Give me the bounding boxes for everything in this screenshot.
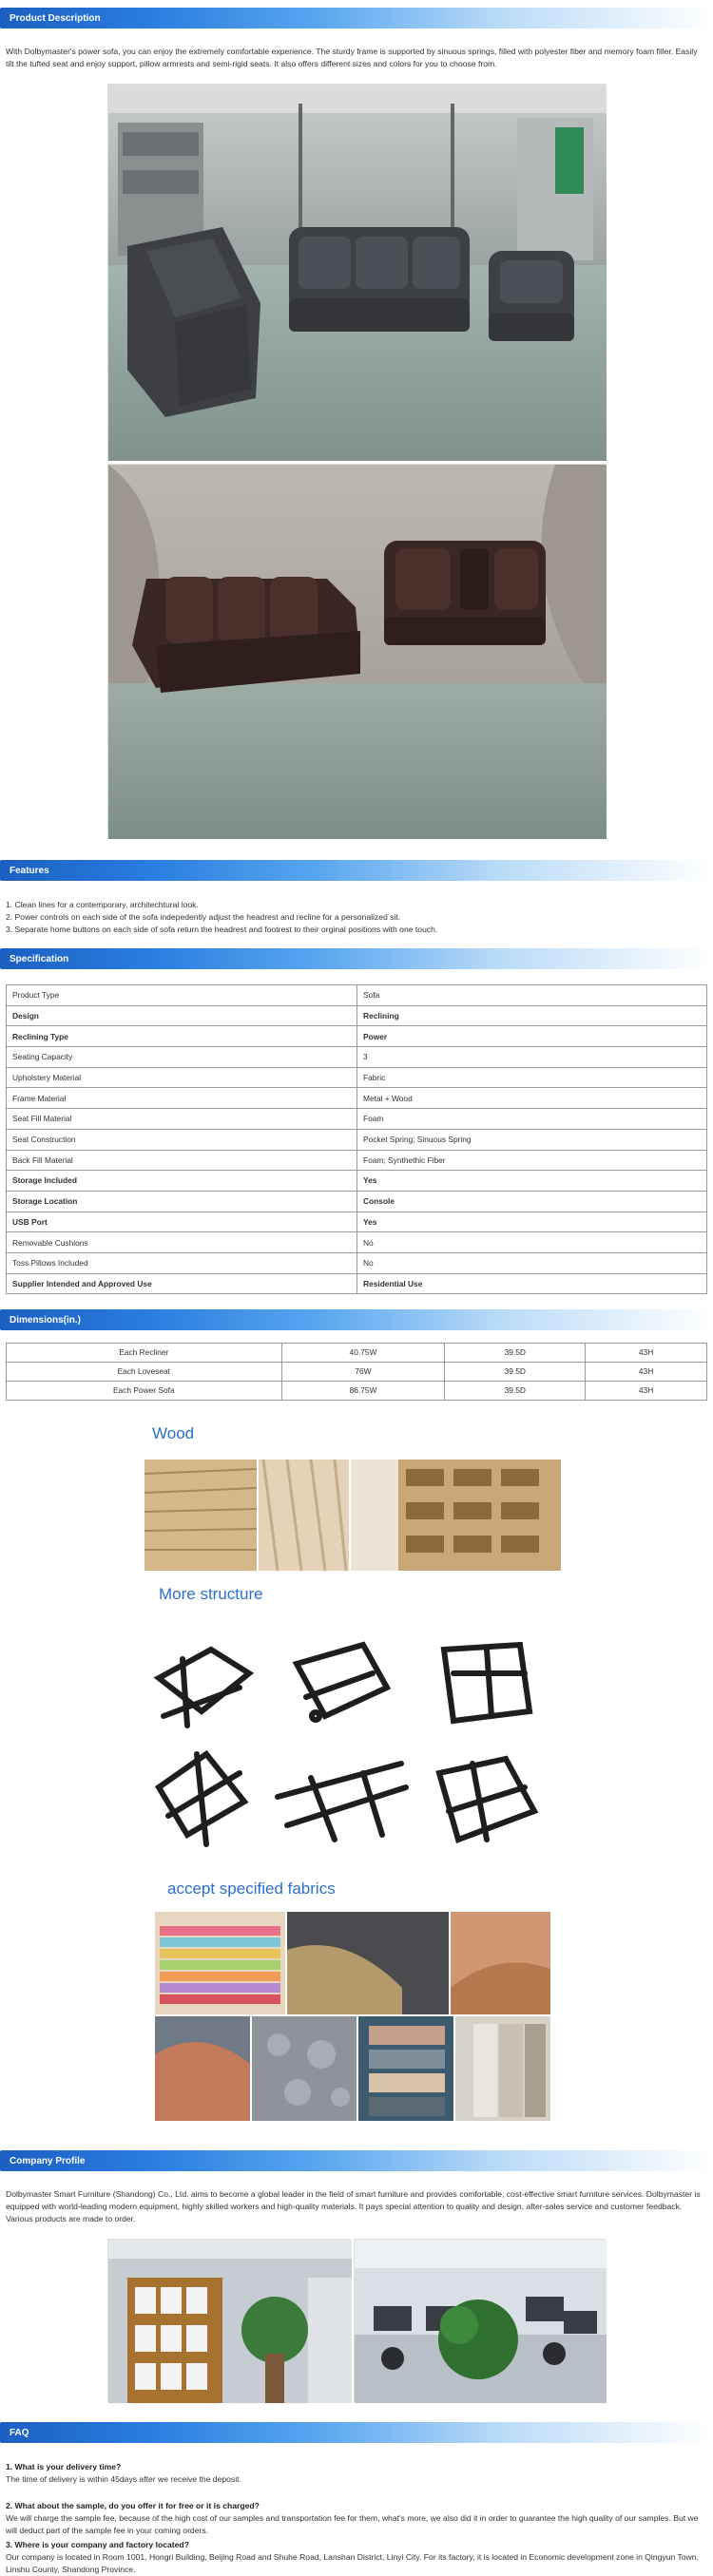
spec-label: Supplier Intended and Approved Use bbox=[7, 1273, 357, 1294]
wood-photo bbox=[145, 1460, 561, 1571]
dim-depth: 39.5D bbox=[445, 1344, 586, 1363]
dimension-row bbox=[7, 1344, 707, 1363]
faq-answer: The time of delivery is within 45days after we receive the deposit. bbox=[6, 2473, 241, 2484]
spec-label: Design bbox=[7, 1005, 357, 1026]
dim-height: 43H bbox=[586, 1344, 707, 1363]
workspace-photo bbox=[354, 2239, 606, 2402]
spec-row bbox=[7, 1129, 707, 1150]
faq-question: 2. What about the sample, do you offer it for free or it is charged? bbox=[6, 2501, 260, 2510]
spec-label: USB Port bbox=[7, 1212, 357, 1232]
feature-item: 2. Power controls on each side of the sofa indepedently adjust the headrest and recline for a personalized sit. bbox=[6, 911, 401, 922]
faq-header bbox=[0, 2420, 713, 2445]
section-title: Dimensions(in.) bbox=[10, 1315, 82, 1326]
specification-table bbox=[6, 984, 707, 1294]
spec-value: Yes bbox=[357, 1212, 707, 1232]
company-profile-text: Dolbymaster Smart Furniture (Shandong) Co., Ltd. aims to become a global leader in the field of smart furniture and provides comfortable, cost-effective smart furniture services. Dolbymaster is equipped with world-leading modern equipment, highly skilled workers and high-quality materials. It pays special attention to quality and design, after-sales service and customer feedback. Various products are made to order. bbox=[6, 2189, 701, 2223]
spec-label: Reclining Type bbox=[7, 1026, 357, 1047]
section-title: Product Description bbox=[10, 13, 101, 24]
sofa-set-photo-2 bbox=[107, 464, 606, 838]
spec-label: Storage Included bbox=[7, 1171, 357, 1192]
spec-row bbox=[7, 1047, 707, 1068]
spec-label: Seating Capacity bbox=[7, 1047, 357, 1068]
dim-width: 76W bbox=[281, 1363, 445, 1382]
spec-value: 3 bbox=[357, 1047, 707, 1068]
dim-width: 86.75W bbox=[281, 1382, 445, 1401]
dimensions-header bbox=[0, 1307, 713, 1332]
spec-label: Frame Material bbox=[7, 1088, 357, 1109]
spec-value: Residential Use bbox=[357, 1273, 707, 1294]
spec-value: Foam bbox=[357, 1109, 707, 1130]
fabrics-photo bbox=[155, 1912, 550, 2121]
spec-row bbox=[7, 1026, 707, 1047]
spec-value: Metal + Wood bbox=[357, 1088, 707, 1109]
spec-row bbox=[7, 985, 707, 1006]
faq-answer: Our company is located in Room 1001, Hongri Building, Beijing Road and Shuhe Road, Lanshan District, Linyi City. For its factory, it is located in Economic development zone in Qingyun Town, Linshu County, Shandong Province. bbox=[6, 2551, 699, 2574]
faq-answer: We will charge the sample fee, because of the high cost of our samples and transportation fee for them, what's more, we also did it in order to guarantee the high quality of our samples. But we will deduct part of the sample fee in your coming orders. bbox=[6, 2512, 699, 2535]
spec-value: No bbox=[357, 1252, 707, 1273]
spec-label: Toss Pillows Included bbox=[7, 1252, 357, 1273]
spec-row bbox=[7, 1171, 707, 1192]
dimension-row bbox=[7, 1382, 707, 1401]
wood-title: Wood bbox=[152, 1424, 195, 1442]
faq-item bbox=[6, 2461, 707, 2486]
dim-item-name: Each Recliner bbox=[7, 1344, 282, 1363]
spec-row bbox=[7, 1191, 707, 1212]
dim-depth: 39.5D bbox=[445, 1363, 586, 1382]
spec-label: Seat Fill Material bbox=[7, 1109, 357, 1130]
mechanism-photo bbox=[145, 1621, 553, 1866]
spec-value: Pocket Spring; Sinuous Spring bbox=[357, 1129, 707, 1150]
specification-header bbox=[0, 946, 713, 971]
section-title: Specification bbox=[10, 954, 69, 964]
faq-question: 3. Where is your company and factory located? bbox=[6, 2540, 189, 2549]
spec-row bbox=[7, 1067, 707, 1088]
sofa-set-photo-1 bbox=[107, 84, 606, 460]
faq-question: 1. What is your delivery time? bbox=[6, 2462, 122, 2471]
spec-row bbox=[7, 1088, 707, 1109]
faq-item bbox=[6, 2500, 707, 2537]
spec-value: Console bbox=[357, 1191, 707, 1212]
spec-label: Product Type bbox=[7, 985, 357, 1006]
section-title: Features bbox=[10, 866, 49, 876]
dim-height: 43H bbox=[586, 1382, 707, 1401]
spec-value: No bbox=[357, 1232, 707, 1253]
spec-row bbox=[7, 1273, 707, 1294]
spec-value: Yes bbox=[357, 1171, 707, 1192]
features-list bbox=[6, 899, 707, 936]
spec-label: Back Fill Material bbox=[7, 1150, 357, 1171]
spec-row bbox=[7, 1232, 707, 1253]
spec-value: Fabric bbox=[357, 1067, 707, 1088]
spec-value: Power bbox=[357, 1026, 707, 1047]
dim-item-name: Each Loveseat bbox=[7, 1363, 282, 1382]
spec-row bbox=[7, 1212, 707, 1232]
spec-row bbox=[7, 1109, 707, 1130]
section-title: Company Profile bbox=[10, 2156, 86, 2166]
section-title: FAQ bbox=[10, 2428, 29, 2438]
spec-row bbox=[7, 1252, 707, 1273]
dim-width: 40.75W bbox=[281, 1344, 445, 1363]
dimension-row bbox=[7, 1363, 707, 1382]
spec-label: Storage Location bbox=[7, 1191, 357, 1212]
product-description-text: With Dolbymaster's power sofa, you can enjoy the extremely comfortable experience. The sturdy frame is supported by sinuous springs, filled with polyester fiber and memory foam filler. Easily tilt the tufted seat and enjoy support, pillow armrests and semi-rigid seats. It also offers different sizes and colors for you to choose from. bbox=[6, 47, 698, 68]
spec-label: Removable Cushions bbox=[7, 1232, 357, 1253]
dimensions-table bbox=[6, 1343, 707, 1401]
dim-item-name: Each Power Sofa bbox=[7, 1382, 282, 1401]
feature-item: 1. Clean lines for a contemporary, architechtural look. bbox=[6, 900, 199, 909]
features-header bbox=[0, 858, 713, 883]
office-photo bbox=[107, 2239, 351, 2402]
spec-label: Upholstery Material bbox=[7, 1067, 357, 1088]
fabrics-title: accept specified fabrics bbox=[167, 1880, 336, 1898]
company-profile-header bbox=[0, 2148, 713, 2173]
dim-height: 43H bbox=[586, 1363, 707, 1382]
feature-item: 3. Separate home buttons on each side of sofa return the headrest and footrest to their orginal positions with one touch. bbox=[6, 924, 438, 934]
structure-title: More structure bbox=[159, 1585, 263, 1603]
spec-value: Sofa bbox=[357, 985, 707, 1006]
spec-row bbox=[7, 1150, 707, 1171]
spec-value: Foam; Synthethic Fiber bbox=[357, 1150, 707, 1171]
product-description-header bbox=[0, 6, 713, 30]
spec-row bbox=[7, 1005, 707, 1026]
dim-depth: 39.5D bbox=[445, 1382, 586, 1401]
faq-item bbox=[6, 2539, 707, 2574]
spec-value: Reclining bbox=[357, 1005, 707, 1026]
spec-label: Seat Construction bbox=[7, 1129, 357, 1150]
